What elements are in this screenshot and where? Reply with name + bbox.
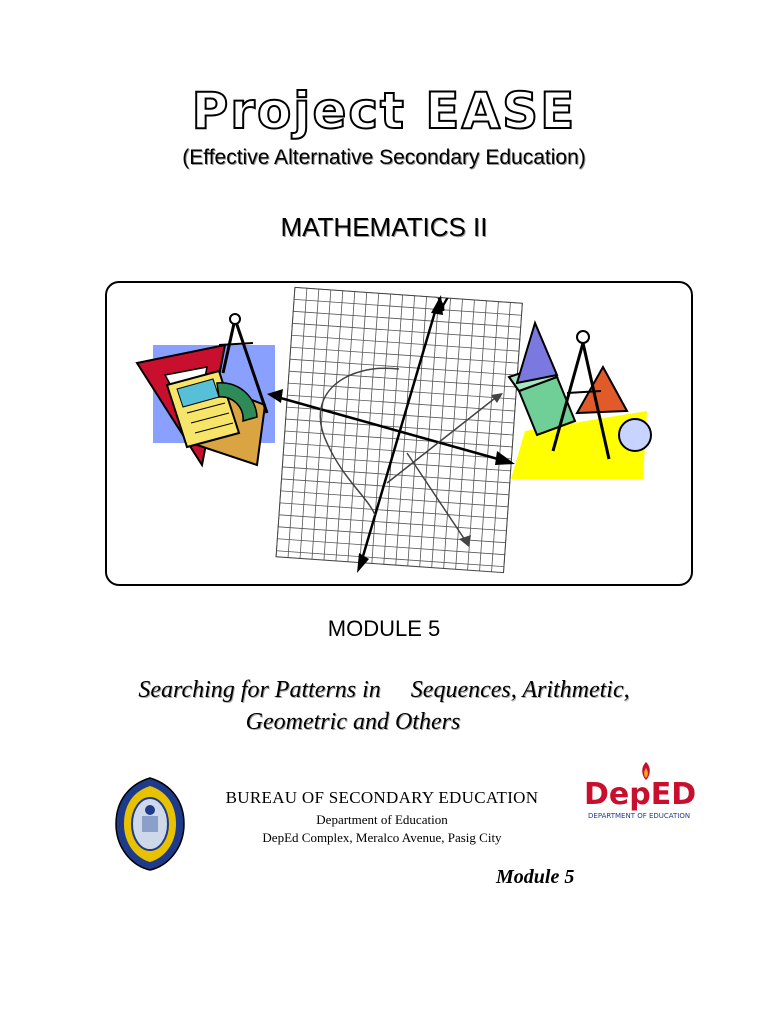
project-title: Project EASE	[191, 82, 577, 140]
grid-line	[292, 323, 519, 339]
cone-icon	[517, 323, 557, 383]
grid-line	[408, 297, 427, 566]
project-subtitle: (Effective Alternative Secondary Education)	[182, 146, 586, 169]
footer-module-tag: Module 5	[496, 866, 575, 888]
grid-line	[324, 291, 343, 560]
module-title-line-1: Searching for Patterns in Sequences, Arithmetic,	[138, 677, 630, 703]
pyramid-icon	[577, 367, 627, 413]
grid-line	[294, 299, 521, 315]
math-illustration	[107, 283, 691, 584]
grid-line	[291, 347, 518, 363]
y-axis-label: Y	[437, 295, 450, 315]
bureau-department: Department of Education	[316, 812, 448, 827]
grid-line	[492, 302, 511, 571]
bureau-seal-icon	[114, 776, 186, 872]
grid-line	[336, 292, 355, 561]
subject-title: MATHEMATICS II	[280, 212, 488, 242]
grid-line	[280, 503, 507, 519]
grid-line	[278, 527, 505, 543]
grid-line	[300, 289, 319, 558]
grid-line	[360, 293, 379, 562]
grid-line	[284, 443, 511, 459]
deped-logo	[580, 758, 712, 824]
bureau-address: DepEd Complex, Meralco Avenue, Pasig City	[262, 830, 502, 845]
grid-line	[432, 298, 451, 567]
grid-line	[288, 288, 307, 557]
module-title	[0, 674, 768, 738]
grid-line	[283, 455, 510, 471]
math-illustration-frame	[105, 281, 693, 586]
grid-line	[281, 491, 508, 507]
grid-line	[289, 371, 516, 387]
grid-line	[444, 299, 463, 568]
grid-line	[480, 302, 499, 571]
deped-logo-tagline: DEPARTMENT OF EDUCATION	[588, 812, 691, 820]
geometry-solids-clipart-right	[509, 323, 651, 479]
module-label: MODULE 5	[327, 616, 441, 641]
grid-line	[420, 297, 439, 566]
grid-line	[277, 539, 504, 555]
module-title-line-2: Geometric and Others	[245, 709, 461, 735]
bureau-block	[190, 788, 574, 846]
grid-line	[348, 292, 367, 561]
grid-line	[282, 479, 509, 495]
grid-line	[290, 359, 517, 375]
grid-line	[292, 335, 519, 351]
grid-line	[293, 311, 520, 327]
deped-logo-text: DepED	[584, 777, 697, 812]
axes	[267, 295, 515, 573]
bureau-name: BUREAU OF SECONDARY EDUCATION	[225, 788, 539, 807]
grid-line	[279, 515, 506, 531]
geometry-tools-clipart-left	[137, 314, 275, 465]
grid-line	[288, 383, 515, 399]
grid-line	[468, 301, 487, 570]
grid-line	[282, 467, 509, 483]
sphere-icon	[619, 419, 651, 451]
